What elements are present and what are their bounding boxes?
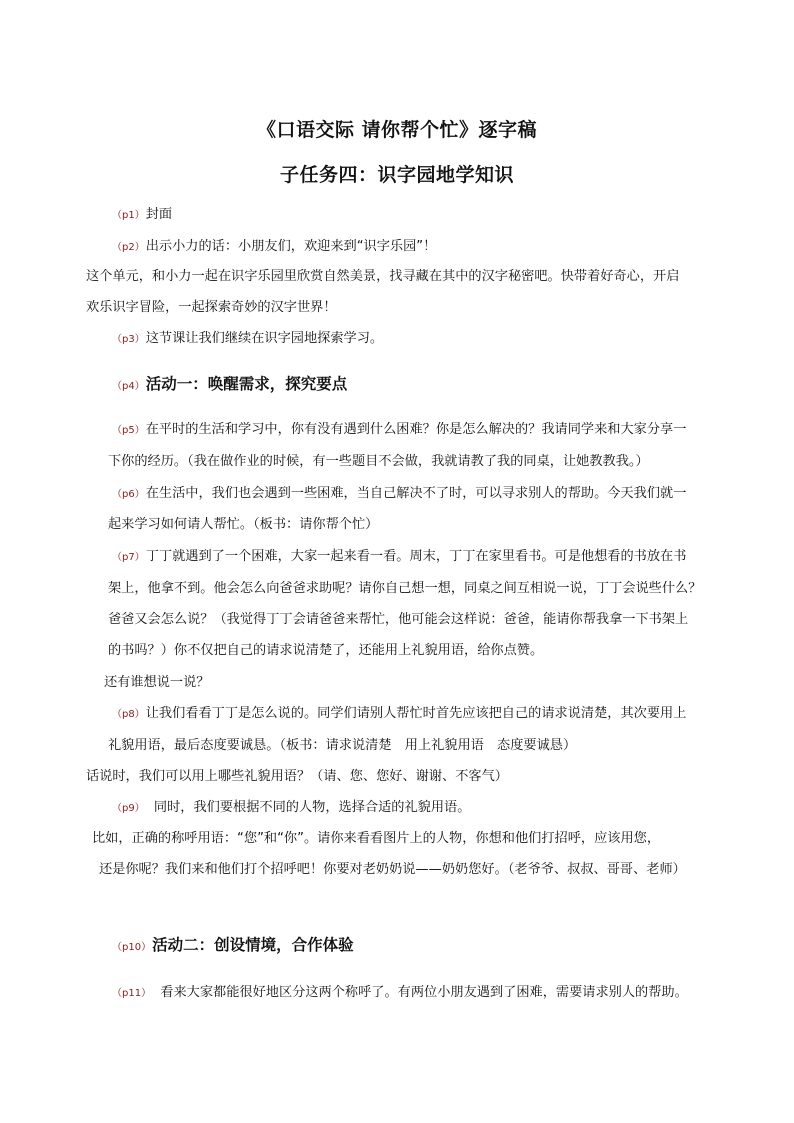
paragraph-continuation: 起来学习如何请人帮忙。（板书：请你帮个忙） [108, 517, 379, 532]
paragraph-text: 让我们看看丁丁是怎么说的。同学们请别人帮忙时首先应该把自己的请求说清楚，其次要用上 [145, 706, 687, 721]
document-title: 《口语交际 请你帮个忙》逐字稿 [256, 119, 538, 141]
paragraph-continuation: 这个单元，和小力一起在识字乐园里欣赏自然美景，找寻藏在其中的汉字秘密吧。快带着好奇心，开启 [86, 269, 680, 284]
paragraph-p8 [112, 705, 686, 724]
paragraph-p2 [112, 238, 436, 257]
page-number-label: （p1） [112, 210, 145, 221]
paragraph-text: 看来大家都能很好地区分这两个称呼了。有两位小朋友遇到了困难，需要请求别人的帮助。 [147, 985, 688, 1000]
section-heading-activity-2 [112, 936, 354, 957]
paragraph-p9 [112, 799, 470, 818]
paragraph-text: 这节课让我们继续在识字园地探索学习。 [145, 331, 384, 346]
paragraph-text: 出示小力的话：小朋友们，欢迎来到“识字乐园”！ [145, 239, 437, 254]
paragraph-p11 [112, 984, 688, 1003]
page-number-label: （p9） [112, 803, 140, 814]
page-number-label: （p3） [112, 334, 145, 345]
paragraph-continuation: 的书吗？）你不仅把自己的请求说清楚了，还能用上礼貌用语，给你点赞。 [108, 643, 544, 658]
paragraph-continuation: 架上，他拿不到。他会怎么向爸爸求助呢？请你自己想一想，同桌之间互相说一说，丁丁会说些什么？ [108, 581, 702, 596]
paragraph-continuation: 话说时，我们可以用上哪些礼貌用语？（请、您、您好、谢谢、不客气） [86, 769, 508, 784]
paragraph-text: 在平时的生活和学习中，你有没有遇到什么困难？你是怎么解决的？我请同学来和大家分享一 [145, 422, 687, 437]
paragraph-continuation: 比如，正确的称呼用语：“您”和“你”。请你来看看图片上的人物，你想和他们打招呼，应该用您， [92, 831, 661, 846]
heading-text: 活动二：创设情境，合作体验 [152, 936, 354, 954]
paragraph-text: 封面 [145, 207, 173, 222]
paragraph-text: 在生活中，我们也会遇到一些困难，当自己解决不了时，可以寻求别人的帮助。今天我们就一 [145, 486, 687, 501]
paragraph-continuation: 爸爸又会怎么说？（我觉得丁丁会请爸爸来帮忙，他可能会这样说：爸爸，能请你帮我拿一下书架上 [108, 612, 689, 627]
heading-text: 活动一：唤醒需求，探究要点 [145, 375, 348, 393]
paragraph-p3 [112, 330, 383, 349]
page-number-label: （p8） [112, 709, 145, 720]
paragraph-text: 同时，我们要根据不同的人物，选择合适的礼貌用语。 [140, 800, 471, 815]
page-number-label: （p2） [112, 242, 145, 253]
page-number-label: （p4） [112, 381, 145, 392]
page-number-label: （p6） [112, 489, 145, 500]
page-number-label: （p5） [112, 425, 145, 436]
page-number-label: （p10） [112, 942, 152, 953]
page-number-label: （p7） [112, 552, 145, 563]
paragraph-p7 [112, 548, 686, 567]
paragraph-p5 [112, 421, 686, 440]
document-subtitle: 子任务四：识字园地学知识 [279, 164, 514, 186]
paragraph-continuation: 下你的经历。（我在做作业的时候，有一些题目不会做，我就请教了我的同桌，让她教教我。） [108, 454, 649, 469]
paragraph-text: 丁丁就遇到了一个困难，大家一起来看一看。周末，丁丁在家里看书。可是他想看的书放在书 [145, 549, 687, 564]
paragraph-continuation: 还是你呢？我们来和他们打个招呼吧！你要对老奶奶说——奶奶您好。（老爷爷、叔叔、哥哥、老师） [99, 862, 686, 877]
section-heading-activity-1 [112, 375, 347, 396]
paragraph-p6 [112, 485, 686, 504]
paragraph-continuation: 欢乐识字冒险，一起探索奇妙的汉字世界！ [86, 300, 337, 315]
paragraph-p1 [112, 206, 172, 225]
paragraph-continuation: 还有谁想说一说？ [104, 675, 210, 690]
page-number-label: （p11） [112, 988, 147, 999]
paragraph-continuation: 礼貌用语，最后态度要诚恳。（板书：请求说清楚 用上礼貌用语 态度要诚恳） [108, 738, 577, 753]
